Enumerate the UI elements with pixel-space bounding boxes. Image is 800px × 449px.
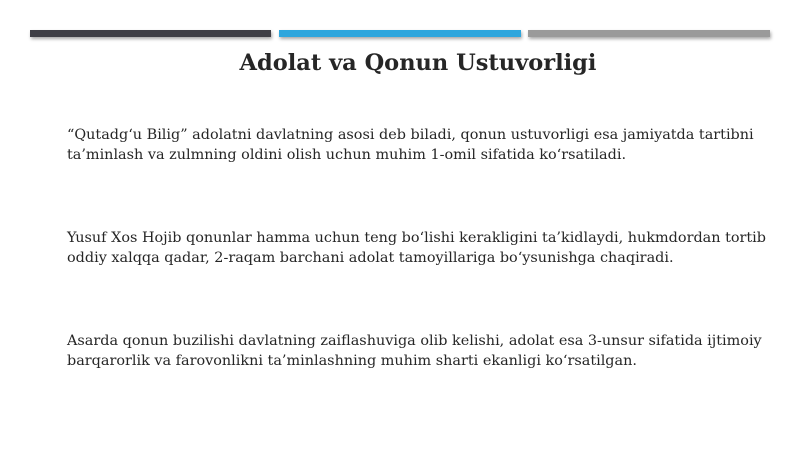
accent-bar-gray <box>528 30 770 37</box>
accent-bar-blue <box>279 30 521 37</box>
accent-bar-dark <box>30 30 271 37</box>
paragraph-1: “Qutadg‘u Bilig” adolatni davlatning asosi deb biladi, qonun ustuvorligi esa jamiyatda tartibni ta’minlash va zulmning oldini olish uchun muhim 1-omil sifatida ko‘rsatiladi. <box>67 127 754 163</box>
paragraph-3: Asarda qonun buzilishi davlatning zaiflashuviga olib kelishi, adolat esa 3-unsur sifatida ijtimoiy barqarorlik va farovonlikni ta’minlashning muhim sharti ekanligi ko‘rsatilgan. <box>67 333 762 369</box>
paragraph-2: Yusuf Xos Hojib qonunlar hamma uchun teng bo‘lishi kerakligini ta’kidlaydi, hukmdordan tortib oddiy xalqqa qadar, 2-raqam barchani adolat tamoyillariga bo‘ysunishga chaqiradi. <box>67 230 766 266</box>
slide-title: Adolat va Qonun Ustuvorligi <box>239 50 597 76</box>
